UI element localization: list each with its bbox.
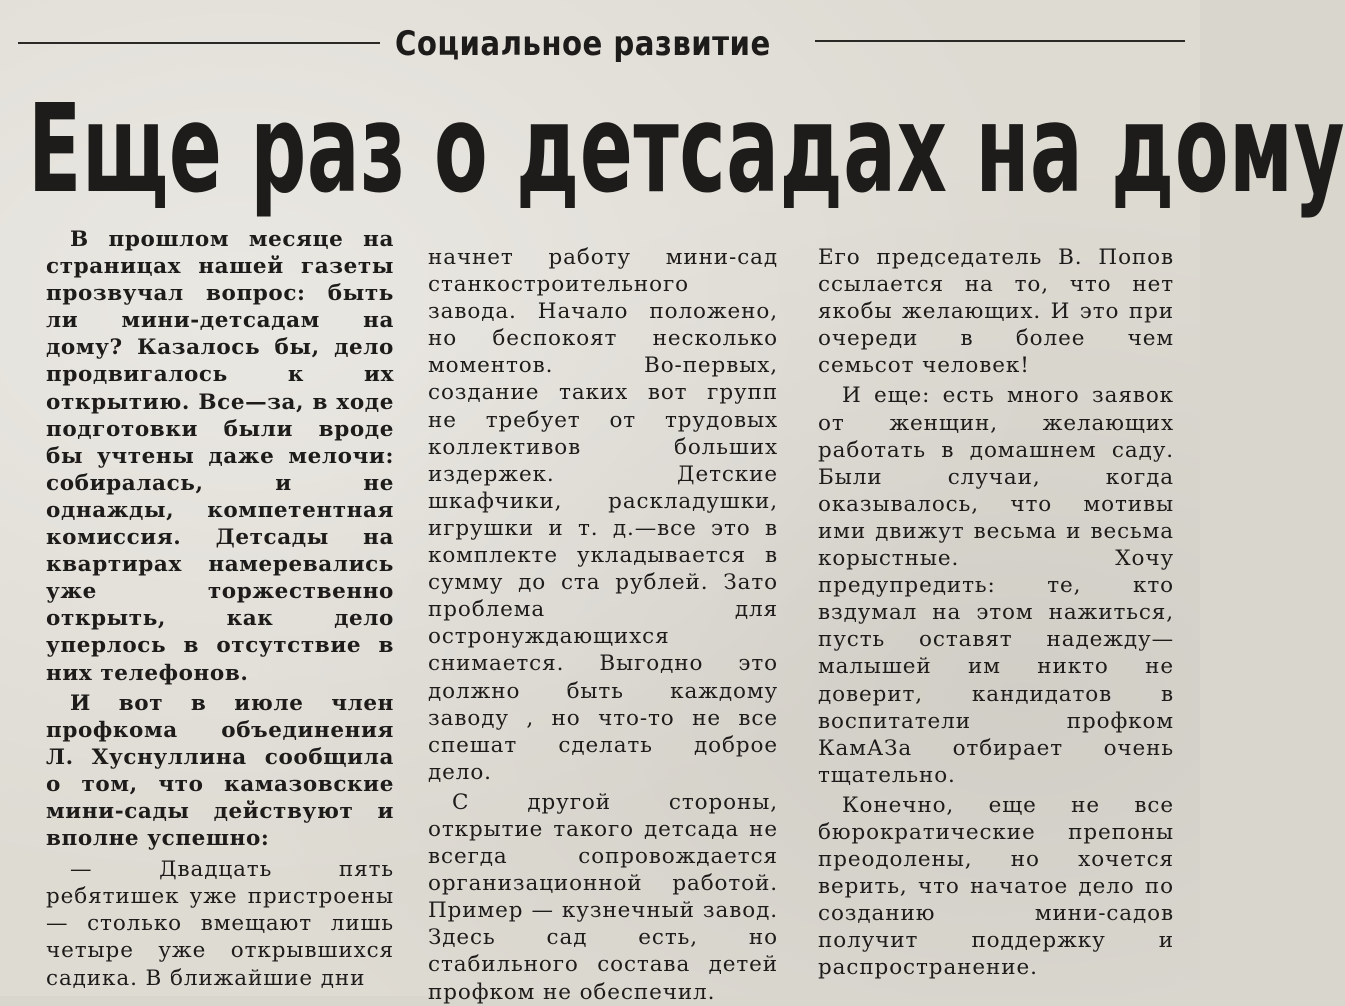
paragraph: С другой стороны, открытие такого детсада не всегда сопровождается организационной работой. Пример — кузнечный завод. Здесь сад есть, но стабильного состава детей профком не обеспечил. xyxy=(428,789,778,1005)
rubric-rule-right xyxy=(815,40,1185,42)
paragraph: В прошлом месяце на страницах нашей газеты прозвучал вопрос: быть ли мини-детсадам на дому? Казалось бы, дело продвигалось к их открытию. Все—за, в ходе подготовки были вроде бы учтены даже мелочи: собиралась, и не однажды, компетентная комиссия. Детсады на квартирах намеревались уже торжественно открыть, как дело уперлось в отсутствие в них телефонов. xyxy=(46,227,394,686)
paragraph: — Двадцать пять ребятишек уже пристроены — столько вмещают лишь четыре уже открывшихся садика. В ближайшие дни xyxy=(46,857,394,991)
article-column-2 xyxy=(428,244,778,1006)
rubric-header xyxy=(0,22,1200,72)
paragraph: Его председатель В. Попов ссылается на то, что нет якобы желающих. И это при очереди в более чем семьсот человек! xyxy=(818,245,1174,379)
rubric-title: Социальное развитие xyxy=(395,24,771,64)
article-column-1 xyxy=(46,226,394,992)
article-headline: Еще раз о детсадах на дому xyxy=(28,78,1345,220)
paragraph: И вот в июле член профкома объединения Л. Хуснуллина сообщила о том, что камазовские мини-сады действуют и вполне успешно: xyxy=(46,690,394,852)
paragraph: И еще: есть много заявок от женщин, желающих работать в домашнем саду. Были случаи, когда оказывалось, что мотивы ими движут весьма и весьма корыстные. Хочу предупредить: те, кто вздумал на этом нажиться, пусть оставят надежду—малышей им никто не доверит, кандидатов в воспитатели профком КамАЗа отбирает очень тщательно. xyxy=(818,383,1174,788)
paragraph: Конечно, еще не все бюрократические препоны преодолены, но хочется верить, что начатое дело по созданию мини-садов получит поддержку и распространение. xyxy=(818,792,1174,981)
paragraph: начнет работу мини-сад станкостроительного завода. Начало положено, но беспокоят несколько моментов. Во-первых, создание таких вот групп не требует от трудовых коллективов больших издержек. Детские шкафчики, раскладушки, игрушки и т. д.—все это в комплекте укладывается в сумму до ста рублей. Зато проблема для остронуждающихся снимается. Выгодно это должно быть каждому заводу , но что-то не все спешат сделать доброе дело. xyxy=(428,245,778,785)
article-column-3 xyxy=(818,244,1174,982)
rubric-rule-left xyxy=(18,42,380,44)
